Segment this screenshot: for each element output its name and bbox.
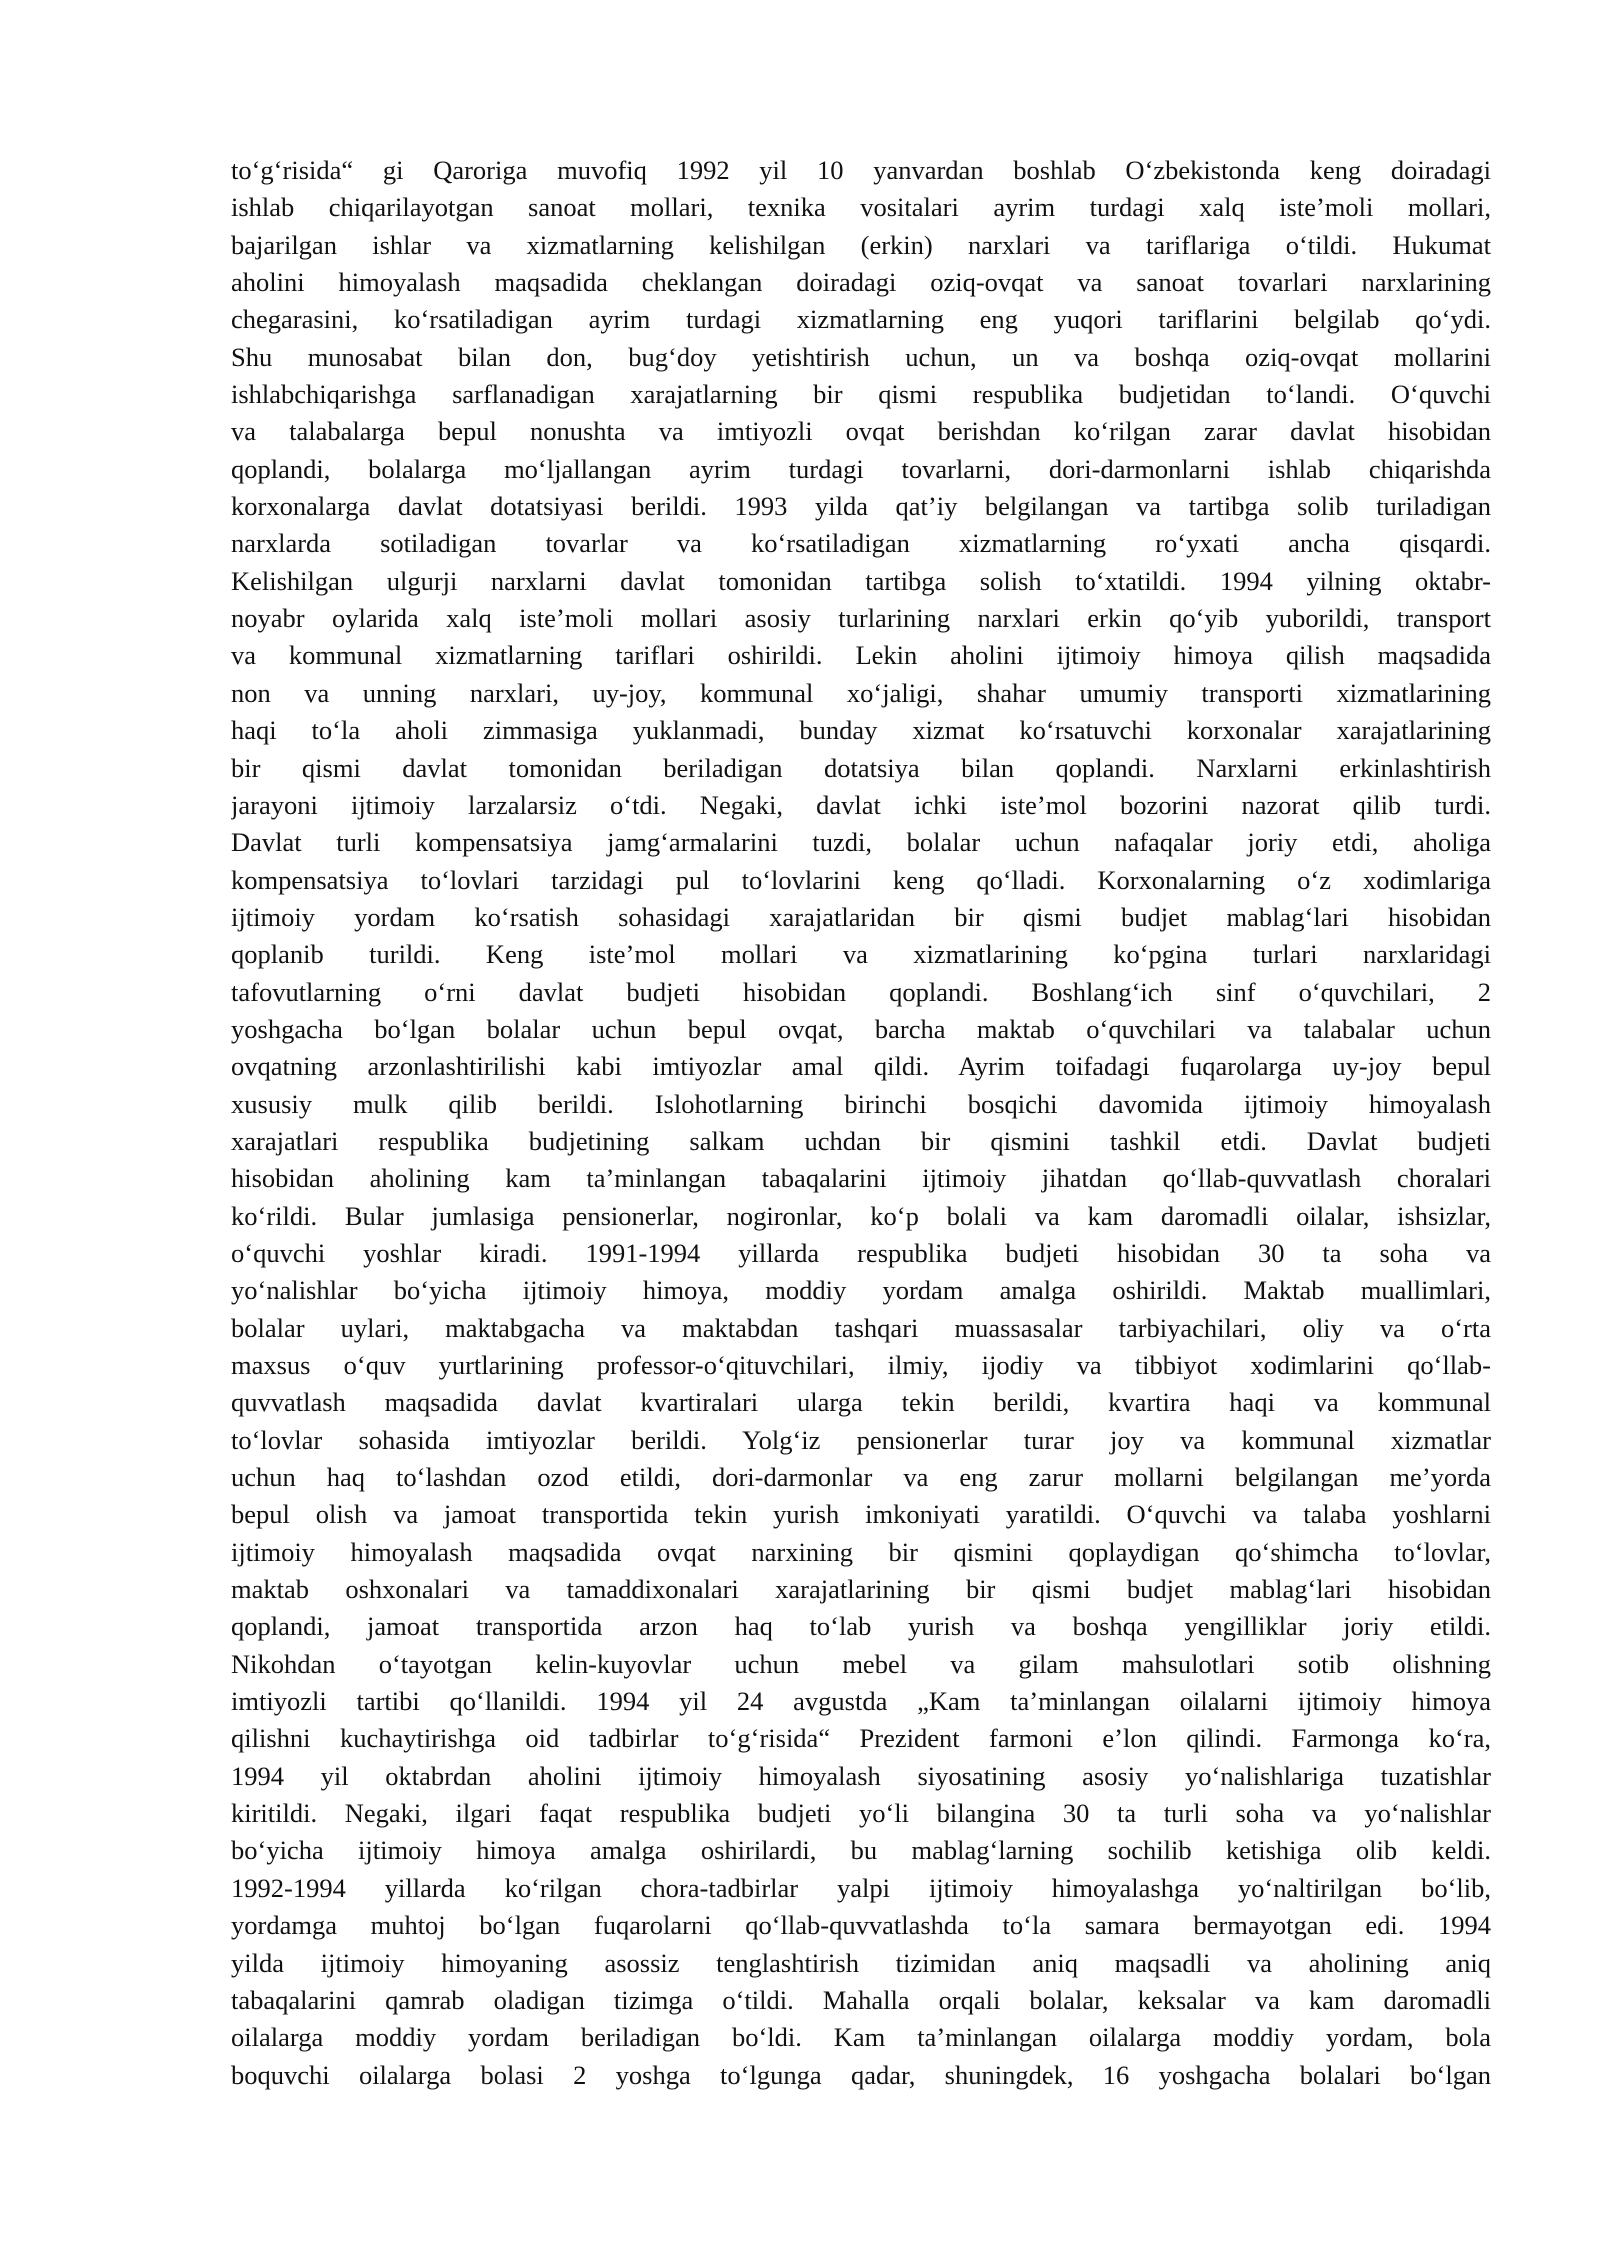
text-line: 1992-1994 yillarda ko‘rilgan chora-tadbirlar yalpi ijtimoiy himoyalashga yo‘naltirilgan bo‘lib, (231, 1872, 1491, 1903)
text-line: jarayoni ijtimoiy larzalarsiz o‘tdi. Negaki, davlat ichki iste’mol bozorini nazorat qilib turdi. (231, 789, 1491, 820)
text-line: bir qismi davlat tomonidan beriladigan dotatsiya bilan qoplandi. Narxlarni erkinlashtirish (231, 752, 1491, 783)
text-line: chegarasini, ko‘rsatiladigan ayrim turdagi xizmatlarning eng yuqori tariflarini belgilab qo‘ydi. (231, 304, 1491, 335)
text-line: korxonalarga davlat dotatsiyasi berildi. 1993 yilda qat’iy belgilangan va tartibga solib turiladigan (231, 491, 1491, 522)
text-line: bo‘yicha ijtimoiy himoya amalga oshirilardi, bu mablag‘larning sochilib ketishiga olib keldi. (231, 1835, 1491, 1866)
text-line: aholini himoyalash maqsadida cheklangan doiradagi oziq-ovqat va sanoat tovarlari narxlarining (231, 267, 1491, 298)
text-line: imtiyozli tartibi qo‘llanildi. 1994 yil 24 avgustda „Kam ta’minlangan oilalarni ijtimoiy himoya (231, 1686, 1491, 1717)
text-line: tafovutlarning o‘rni davlat budjeti hisobidan qoplandi. Boshlang‘ich sinf o‘quvchilari, 2 (231, 976, 1491, 1007)
text-line: bajarilgan ishlar va xizmatlarning kelishilgan (erkin) narxlari va tariflariga o‘tildi. Hukumat (231, 229, 1491, 260)
text-line: o‘quvchi yoshlar kiradi. 1991-1994 yillarda respublika budjeti hisobidan 30 ta soha va (231, 1237, 1491, 1268)
text-line: haqi to‘la aholi zimmasiga yuklanmadi, bunday xizmat ko‘rsatuvchi korxonalar xarajatlarining (231, 715, 1491, 746)
text-line: qoplandi, jamoat transportida arzon haq to‘lab yurish va boshqa yengilliklar joriy etildi. (231, 1611, 1491, 1642)
text-line: xarajatlari respublika budjetining salkam uchdan bir qismini tashkil etdi. Davlat budjeti (231, 1125, 1491, 1156)
text-line: kompensatsiya to‘lovlari tarzidagi pul to‘lovlarini keng qo‘lladi. Korxonalarning o‘z xodimlariga (231, 864, 1491, 895)
text-line: noyabr oylarida xalq iste’moli mollari asosiy turlarining narxlari erkin qo‘yib yuborildi, transport (231, 603, 1491, 634)
text-line: hisobidan aholining kam ta’minlangan tabaqalarini ijtimoiy jihatdan qo‘llab-quvvatlash choralari (231, 1163, 1491, 1194)
text-line: oilalarga moddiy yordam beriladigan bo‘ldi. Kam ta’minlangan oilalarga moddiy yordam, bola (231, 2022, 1491, 2053)
text-line: boquvchi oilalarga bolasi 2 yoshga to‘lgunga qadar, shuningdek, 16 yoshgacha bolalari bo‘lgan (231, 2059, 1491, 2090)
text-line: yoshgacha bo‘lgan bolalar uchun bepul ovqat, barcha maktab o‘quvchilari va talabalar uchun (231, 1013, 1491, 1044)
text-line: qilishni kuchaytirishga oid tadbirlar to‘g‘risida“ Prezident farmoni e’lon qilindi. Farmonga ko‘ra, (231, 1723, 1491, 1754)
text-line: to‘g‘risida“ gi Qaroriga muvofiq 1992 yil 10 yanvardan boshlab O‘zbekistonda keng doiradagi (231, 155, 1491, 185)
text-line: tabaqalarini qamrab oladigan tizimga o‘tildi. Mahalla orqali bolalar, keksalar va kam daromadli (231, 1984, 1491, 2015)
text-line: yordamga muhtoj bo‘lgan fuqarolarni qo‘llab-quvvatlashda to‘la samara bermayotgan edi. 1994 (231, 1910, 1491, 1941)
text-line: ijtimoiy himoyalash maqsadida ovqat narxining bir qismini qoplaydigan qo‘shimcha to‘lovlar, (231, 1536, 1491, 1567)
text-line: ishlabchiqarishga sarflanadigan xarajatlarning bir qismi respublika budjetidan to‘landi. O‘quvchi (231, 379, 1491, 410)
text-line: ijtimoiy yordam ko‘rsatish sohasidagi xarajatlaridan bir qismi budjet mablag‘lari hisobidan (231, 901, 1491, 932)
text-line: va kommunal xizmatlarning tariflari oshirildi. Lekin aholini ijtimoiy himoya qilish maqsadida (231, 640, 1491, 671)
text-line: maxsus o‘quv yurtlarining professor-o‘qituvchilari, ilmiy, ijodiy va tibbiyot xodimlarini qo‘llab- (231, 1350, 1491, 1380)
text-line: Kelishilgan ulgurji narxlarni davlat tomonidan tartibga solish to‘xtatildi. 1994 yilning oktabr- (231, 565, 1491, 596)
text-line: qoplandi, bolalarga mo‘ljallangan ayrim turdagi tovarlarni, dori-darmonlarni ishlab chiqarishda (231, 453, 1491, 484)
text-line: quvvatlash maqsadida davlat kvartiralari ularga tekin berildi, kvartira haqi va kommunal (231, 1387, 1491, 1418)
text-line: Nikohdan o‘tayotgan kelin-kuyovlar uchun mebel va gilam mahsulotlari sotib olishning (231, 1648, 1491, 1679)
text-line: va talabalarga bepul nonushta va imtiyozli ovqat berishdan ko‘rilgan zarar davlat hisobidan (231, 416, 1491, 447)
text-line: bolalar uylari, maktabgacha va maktabdan tashqari muassasalar tarbiyachilari, oliy va o‘rta (231, 1312, 1491, 1343)
text-line: yo‘nalishlar bo‘yicha ijtimoiy himoya, moddiy yordam amalga oshirildi. Maktab muallimlari, (231, 1275, 1491, 1306)
text-line: narxlarda sotiladigan tovarlar va ko‘rsatiladigan xizmatlarning ro‘yxati ancha qisqardi. (231, 528, 1491, 559)
text-line: 1994 yil oktabrdan aholini ijtimoiy himoyalash siyosatining asosiy yo‘nalishlariga tuzatishlar (231, 1760, 1491, 1791)
text-line: maktab oshxonalari va tamaddixonalari xarajatlarining bir qismi budjet mablag‘lari hisobidan (231, 1574, 1491, 1605)
text-line: ishlab chiqarilayotgan sanoat mollari, texnika vositalari ayrim turdagi xalq iste’moli mollari, (231, 192, 1491, 223)
text-line: bepul olish va jamoat transportida tekin yurish imkoniyati yaratildi. O‘quvchi va talaba yoshlarni (231, 1499, 1491, 1530)
text-line: kiritildi. Negaki, ilgari faqat respublika budjeti yo‘li bilangina 30 ta turli soha va yo‘nalishlar (231, 1798, 1491, 1829)
text-line: non va unning narxlari, uy-joy, kommunal xo‘jaligi, shahar umumiy transporti xizmatlarining (231, 677, 1491, 708)
text-line: to‘lovlar sohasida imtiyozlar berildi. Yolg‘iz pensionerlar turar joy va kommunal xizmatlar (231, 1424, 1491, 1455)
text-line: Davlat turli kompensatsiya jamg‘armalarini tuzdi, bolalar uchun nafaqalar joriy etdi, aholiga (231, 827, 1491, 858)
text-line: qoplanib turildi. Keng iste’mol mollari va xizmatlarining ko‘pgina turlari narxlaridagi (231, 939, 1491, 970)
text-line: xususiy mulk qilib berildi. Islohotlarning birinchi bosqichi davomida ijtimoiy himoyalash (231, 1088, 1491, 1119)
text-line: Shu munosabat bilan don, bug‘doy yetishtirish uchun, un va boshqa oziq-ovqat mollarini (231, 341, 1491, 372)
text-line: ko‘rildi. Bular jumlasiga pensionerlar, nogironlar, ko‘p bolali va kam daromadli oilalar, ishsizlar, (231, 1200, 1491, 1231)
body-text (231, 152, 1491, 2094)
text-line: uchun haq to‘lashdan ozod etildi, dori-darmonlar va eng zarur mollarni belgilangan me’yorda (231, 1462, 1491, 1493)
text-line: ovqatning arzonlashtirilishi kabi imtiyozlar amal qildi. Ayrim toifadagi fuqarolarga uy-joy bepul (231, 1051, 1491, 1082)
text-line: yilda ijtimoiy himoyaning asossiz tenglashtirish tizimidan aniq maqsadli va aholining aniq (231, 1947, 1491, 1978)
